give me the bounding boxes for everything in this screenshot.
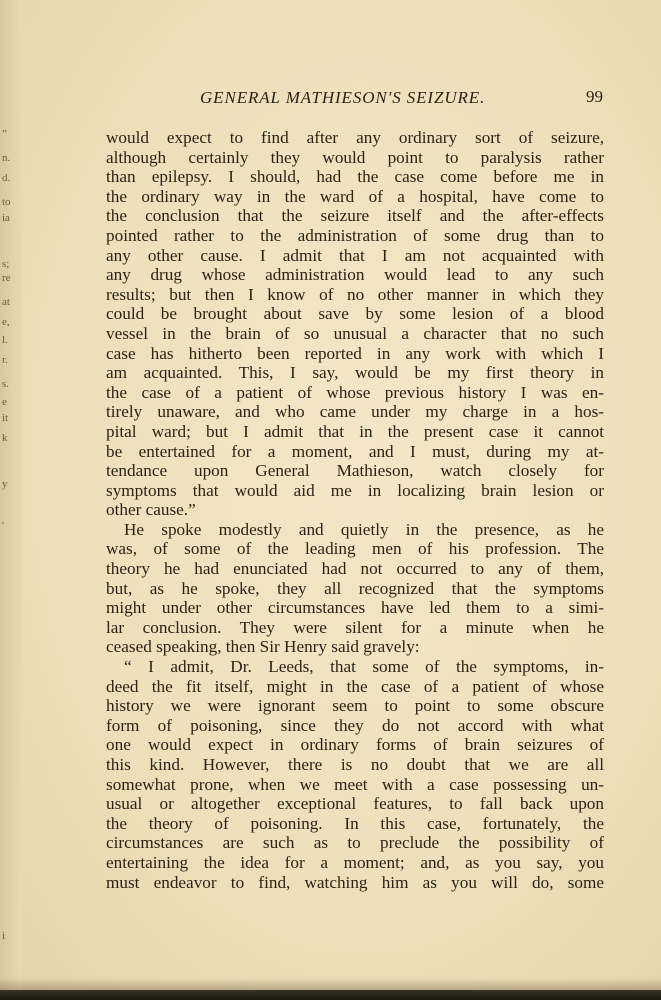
gutter-mark: d. [2,172,11,184]
text-line: than epilepsy. I should, had the case come before me in [106,167,604,187]
running-head-title: GENERAL MATHIESON'S SEIZURE. [200,88,486,107]
text-line: usual or altogether exceptional features, to fall back upon [106,794,604,814]
gutter-mark: ' [2,520,4,532]
page-bottom-edge [0,990,661,1000]
gutter-mark: ” [2,128,7,140]
text-line: theory he had enunciated had not occurred to any of them, [106,559,604,579]
text-line: history we were ignorant seem to point to some obscure [106,696,604,716]
text-line: the theory of poisoning. In this case, fortunately, the [106,813,604,833]
text-line: although certainly they would point to paralysis rather [106,147,604,167]
gutter-mark: s; [2,258,10,270]
text-line: am acquainted. This, I say, would be my first theory in [106,363,604,383]
gutter-mark: at [2,296,10,308]
text-line: ceased speaking, then Sir Henry said gravely: [106,637,420,657]
text-line: one would expect in ordinary forms of brain seizures of [106,735,604,755]
text-line: the case of a patient of whose previous history I was en- [106,382,604,402]
gutter-mark: k [2,432,8,444]
text-line: form of poisoning, since they do not accord with what [106,715,604,735]
text-line: deed the fit itself, might in the case of a patient of whose [106,676,604,696]
gutter-mark: l. [2,334,8,346]
body-text [106,128,604,892]
text-line: this kind. However, there is no doubt that we are all [106,755,604,774]
gutter-mark: to [2,196,11,208]
text-line: would expect to find after any ordinary sort of seizure, [106,128,604,147]
binding-gutter [0,0,22,1000]
text-line: pital ward; but I admit that in the present case it cannot [106,421,604,441]
text-line: lar conclusion. They were silent for a minute when he [106,617,604,637]
text-line: tendance upon General Mathieson, watch closely for [106,461,604,481]
text-line: any other cause. I admit that I am not acquainted with [106,245,604,265]
page-number: 99 [586,87,603,106]
text-line: must endeavor to find, watching him as you will do, some [106,872,604,892]
text-line: somewhat prone, when we meet with a case possessing un- [106,774,604,794]
text-line: be entertained for a moment, and I must, during my at- [106,441,604,461]
gutter-mark: re [2,272,11,284]
text-line: was, of some of the leading men of his profession. The [106,539,604,559]
text-line: the conclusion that the seizure itself and the after-effects [106,206,604,226]
text-line: entertaining the idea for a moment; and, as you say, you [106,852,604,872]
page-edge-shadow [0,978,661,990]
gutter-mark: it [2,412,9,424]
gutter-mark: r. [2,354,8,366]
gutter-mark: i [2,930,6,942]
gutter-mark: n. [2,152,11,164]
text-line: but, as he spoke, they all recognized that the symptoms [106,578,604,598]
text-line: “ I admit, Dr. Leeds, that some of the symptoms, in- [124,657,604,677]
text-line: results; but then I know of no other manner in which they [106,284,604,304]
text-line: case has hitherto been reported in any work with which I [106,343,604,363]
gutter-mark: e, [2,316,10,328]
text-line: other cause.” [106,500,196,520]
text-line: He spoke modestly and quietly in the presence, as he [124,519,604,539]
text-line: any drug whose administration would lead to any such [106,265,604,285]
gutter-mark: s. [2,378,10,390]
gutter-mark: e [2,396,7,408]
text-line: vessel in the brain of so unusual a character that no such [106,323,604,343]
gutter-mark: y [2,478,8,490]
text-line: tirely unaware, and who came under my charge in a hos- [106,402,604,422]
text-line: could be brought about save by some lesion of a blood [106,304,604,324]
gutter-mark: ia [2,212,10,224]
text-line: might under other circumstances have led them to a simi- [106,598,604,618]
text-line: the ordinary way in the ward of a hospital, have come to [106,186,604,206]
text-line: symptoms that would aid me in localizing brain lesion or [106,480,604,500]
text-line: pointed rather to the administration of some drug than to [106,225,604,245]
text-line: circumstances are such as to preclude the possibility of [106,833,604,853]
